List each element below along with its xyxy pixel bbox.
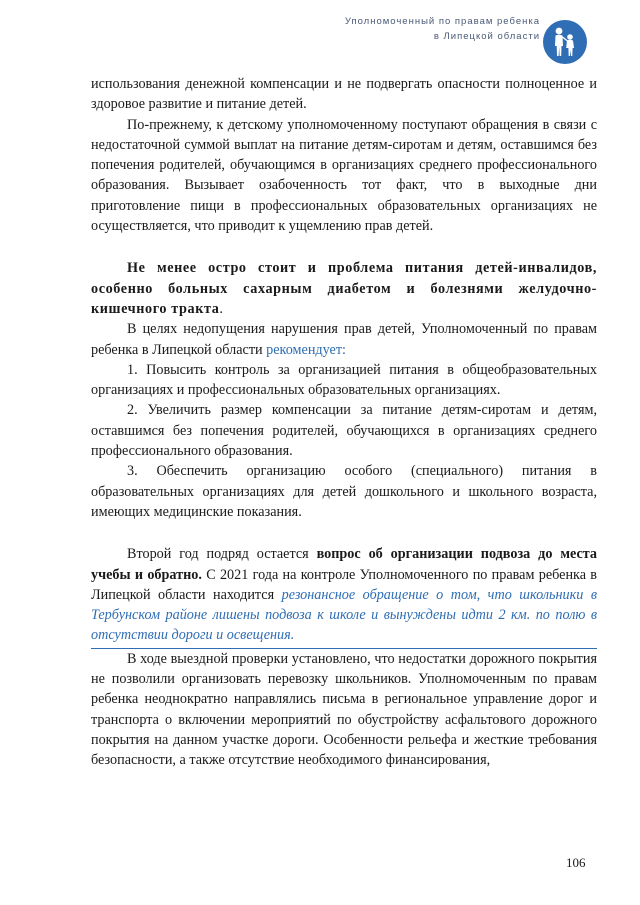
children-silhouette-logo-icon bbox=[543, 20, 587, 64]
transport-bold: вопрос об организации подвоза до места учебы и обратно. bbox=[91, 546, 598, 583]
period: . bbox=[219, 300, 223, 317]
paragraph-appeals: По-прежнему, к детскому уполномоченному поступают обращения в связи с недостаточной суммой выплат на питание детям-сиротам и детям, оставшимся без попечения родителей, обучающимся в организациях среднего профессионального образования. Вызывает озабоченность тот факт, что в выходные дни приготовление пищи в профессиональных образовательных организациях не осуществляется, что приводит к ущемлению прав детей. bbox=[91, 116, 597, 235]
transport-intro: Второй год подряд остается bbox=[127, 546, 317, 563]
spacer bbox=[91, 522, 597, 544]
page-header bbox=[0, 0, 640, 72]
recommends-text: В целях недопущения нарушения прав детей, Уполномоченный по правам ребенка в Липецкой области bbox=[91, 321, 597, 358]
header-line-1: Уполномоченный по правам ребенка bbox=[344, 16, 540, 27]
bold-statement: Не менее остро стоит и проблема питания детей-инвалидов, особенно больных сахарным диабетом и болезнями желудочно-кишечного тракта bbox=[91, 260, 597, 317]
paragraph-disabled-children bbox=[91, 258, 597, 319]
spacer bbox=[91, 236, 597, 258]
recommendation-3: 3. Обеспечить организацию особого (специального) питания в образовательных организациях для детей дошкольного и школьного возраста, имеющих медицинские показания. bbox=[91, 463, 597, 520]
recommends-highlight: рекомендует: bbox=[266, 341, 346, 358]
paragraph-recommends bbox=[91, 319, 597, 360]
header-caption bbox=[345, 14, 540, 44]
paragraph-continuation: использования денежной компенсации и не подвергать опасности полноценное и здоровое развитие и питание детей. bbox=[91, 76, 597, 113]
page-body bbox=[91, 74, 597, 771]
transport-highlight: резонансное обращение о том, что школьники в Тербунском районе лишены подвоза к школе и вынуждены идти 2 км. по полю в отсутствии дороги и освещения. bbox=[91, 586, 597, 644]
recommendation-2: 2. Увеличить размер компенсации за питание детям-сиротам и детям, оставшимся без попечения родителей, обучающихся в организациях среднего профессионального образования. bbox=[91, 402, 597, 460]
paragraph-transport bbox=[91, 544, 597, 648]
transport-mid: С 2021 года на контроле Уполномоченного по правам ребенка в Липецкой области находится bbox=[91, 566, 597, 603]
recommendation-1: 1. Повысить контроль за организацией питания в общеобразовательных организациях и профессиональных образовательных организациях. bbox=[91, 361, 597, 399]
page-number: 106 bbox=[566, 855, 586, 870]
paragraph-inspection: В ходе выездной проверки установлено, что недостатки дорожного покрытия не позволили организовать перевозку школьников. Уполномоченным по правам ребенка неоднократно направлялись письма в региональное управление дорог и транспорта о включении мероприятий по обустройству асфальтового дорожного покрытия на данном участке дороги. Особенности рельефа и жесткие требования безопасности, а также отсутствие необходимого финансирования, bbox=[91, 650, 597, 769]
header-line-2: в Липецкой области bbox=[433, 31, 540, 42]
